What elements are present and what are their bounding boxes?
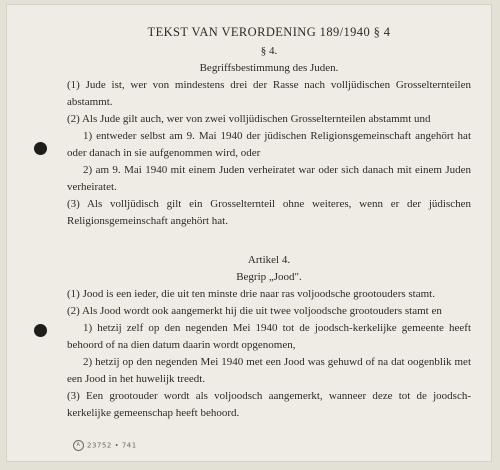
punch-hole-top — [34, 142, 47, 155]
punch-hole-bottom — [34, 324, 47, 337]
german-paragraph-2: (2) Als Jude gilt auch, wer von zwei volljüdischen Grosselternteilen abstammt und — [67, 113, 431, 125]
printer-code: 23752 • 741 — [87, 441, 137, 450]
german-heading: Begriffsbestimmung des Juden. — [199, 62, 339, 74]
dutch-paragraph-2-item-1: 1) hetzij zelf op den negenden Mei 1940 tot de joodsch-kerkelijke gemeente heeft behoord of na dien datum daarin wordt opgenomen, — [67, 322, 471, 351]
dutch-section-number: Artikel 4. — [247, 254, 291, 266]
german-paragraph-2-item-1: 1) entweder selbst am 9. Mai 1940 der jüdischen Religionsgemeinschaft angehört hat oder danach in sie aufgenommen wird, oder — [67, 130, 471, 159]
dutch-paragraph-3: (3) Een grootouder wordt als voljoodsch aangemerkt, wanneer deze tot de joodsch-kerkelijke gemeenschap heeft behoord. — [67, 390, 471, 419]
printer-mark-icon: A — [73, 440, 84, 451]
document-page — [6, 4, 492, 462]
dutch-heading: Begrip „Jood". — [236, 271, 302, 283]
document-body — [67, 24, 471, 422]
document-title: TEKST VAN VERORDENING 189/1940 § 4 — [147, 25, 391, 39]
german-paragraph-3: (3) Als volljüdisch gilt ein Grosselternteil ohne weiteres, wenn er der jüdischen Religionsgemeinschaft angehört hat. — [67, 198, 471, 227]
german-section-number: § 4. — [260, 45, 278, 57]
german-paragraph-1: (1) Jude ist, wer von mindestens drei der Rasse nach volljüdischen Grosselternteilen abstammt. — [67, 79, 471, 108]
dutch-paragraph-2: (2) Als Jood wordt ook aangemerkt hij die uit twee voljoodsche grootouders stamt en — [67, 305, 442, 317]
dutch-paragraph-1: (1) Jood is een ieder, die uit ten minste drie naar ras voljoodsche grootouders stamt. — [67, 288, 435, 300]
german-paragraph-2-item-2: 2) am 9. Mai 1940 mit einem Juden verheiratet war oder sich danach mit einem Juden verheiratet. — [67, 164, 471, 193]
dutch-paragraph-2-item-2: 2) hetzij op den negenden Mei 1940 met een Jood was gehuwd of na dat oogenblik met een Jood in het huwelijk treedt. — [67, 356, 471, 385]
printer-stamp — [73, 440, 137, 451]
